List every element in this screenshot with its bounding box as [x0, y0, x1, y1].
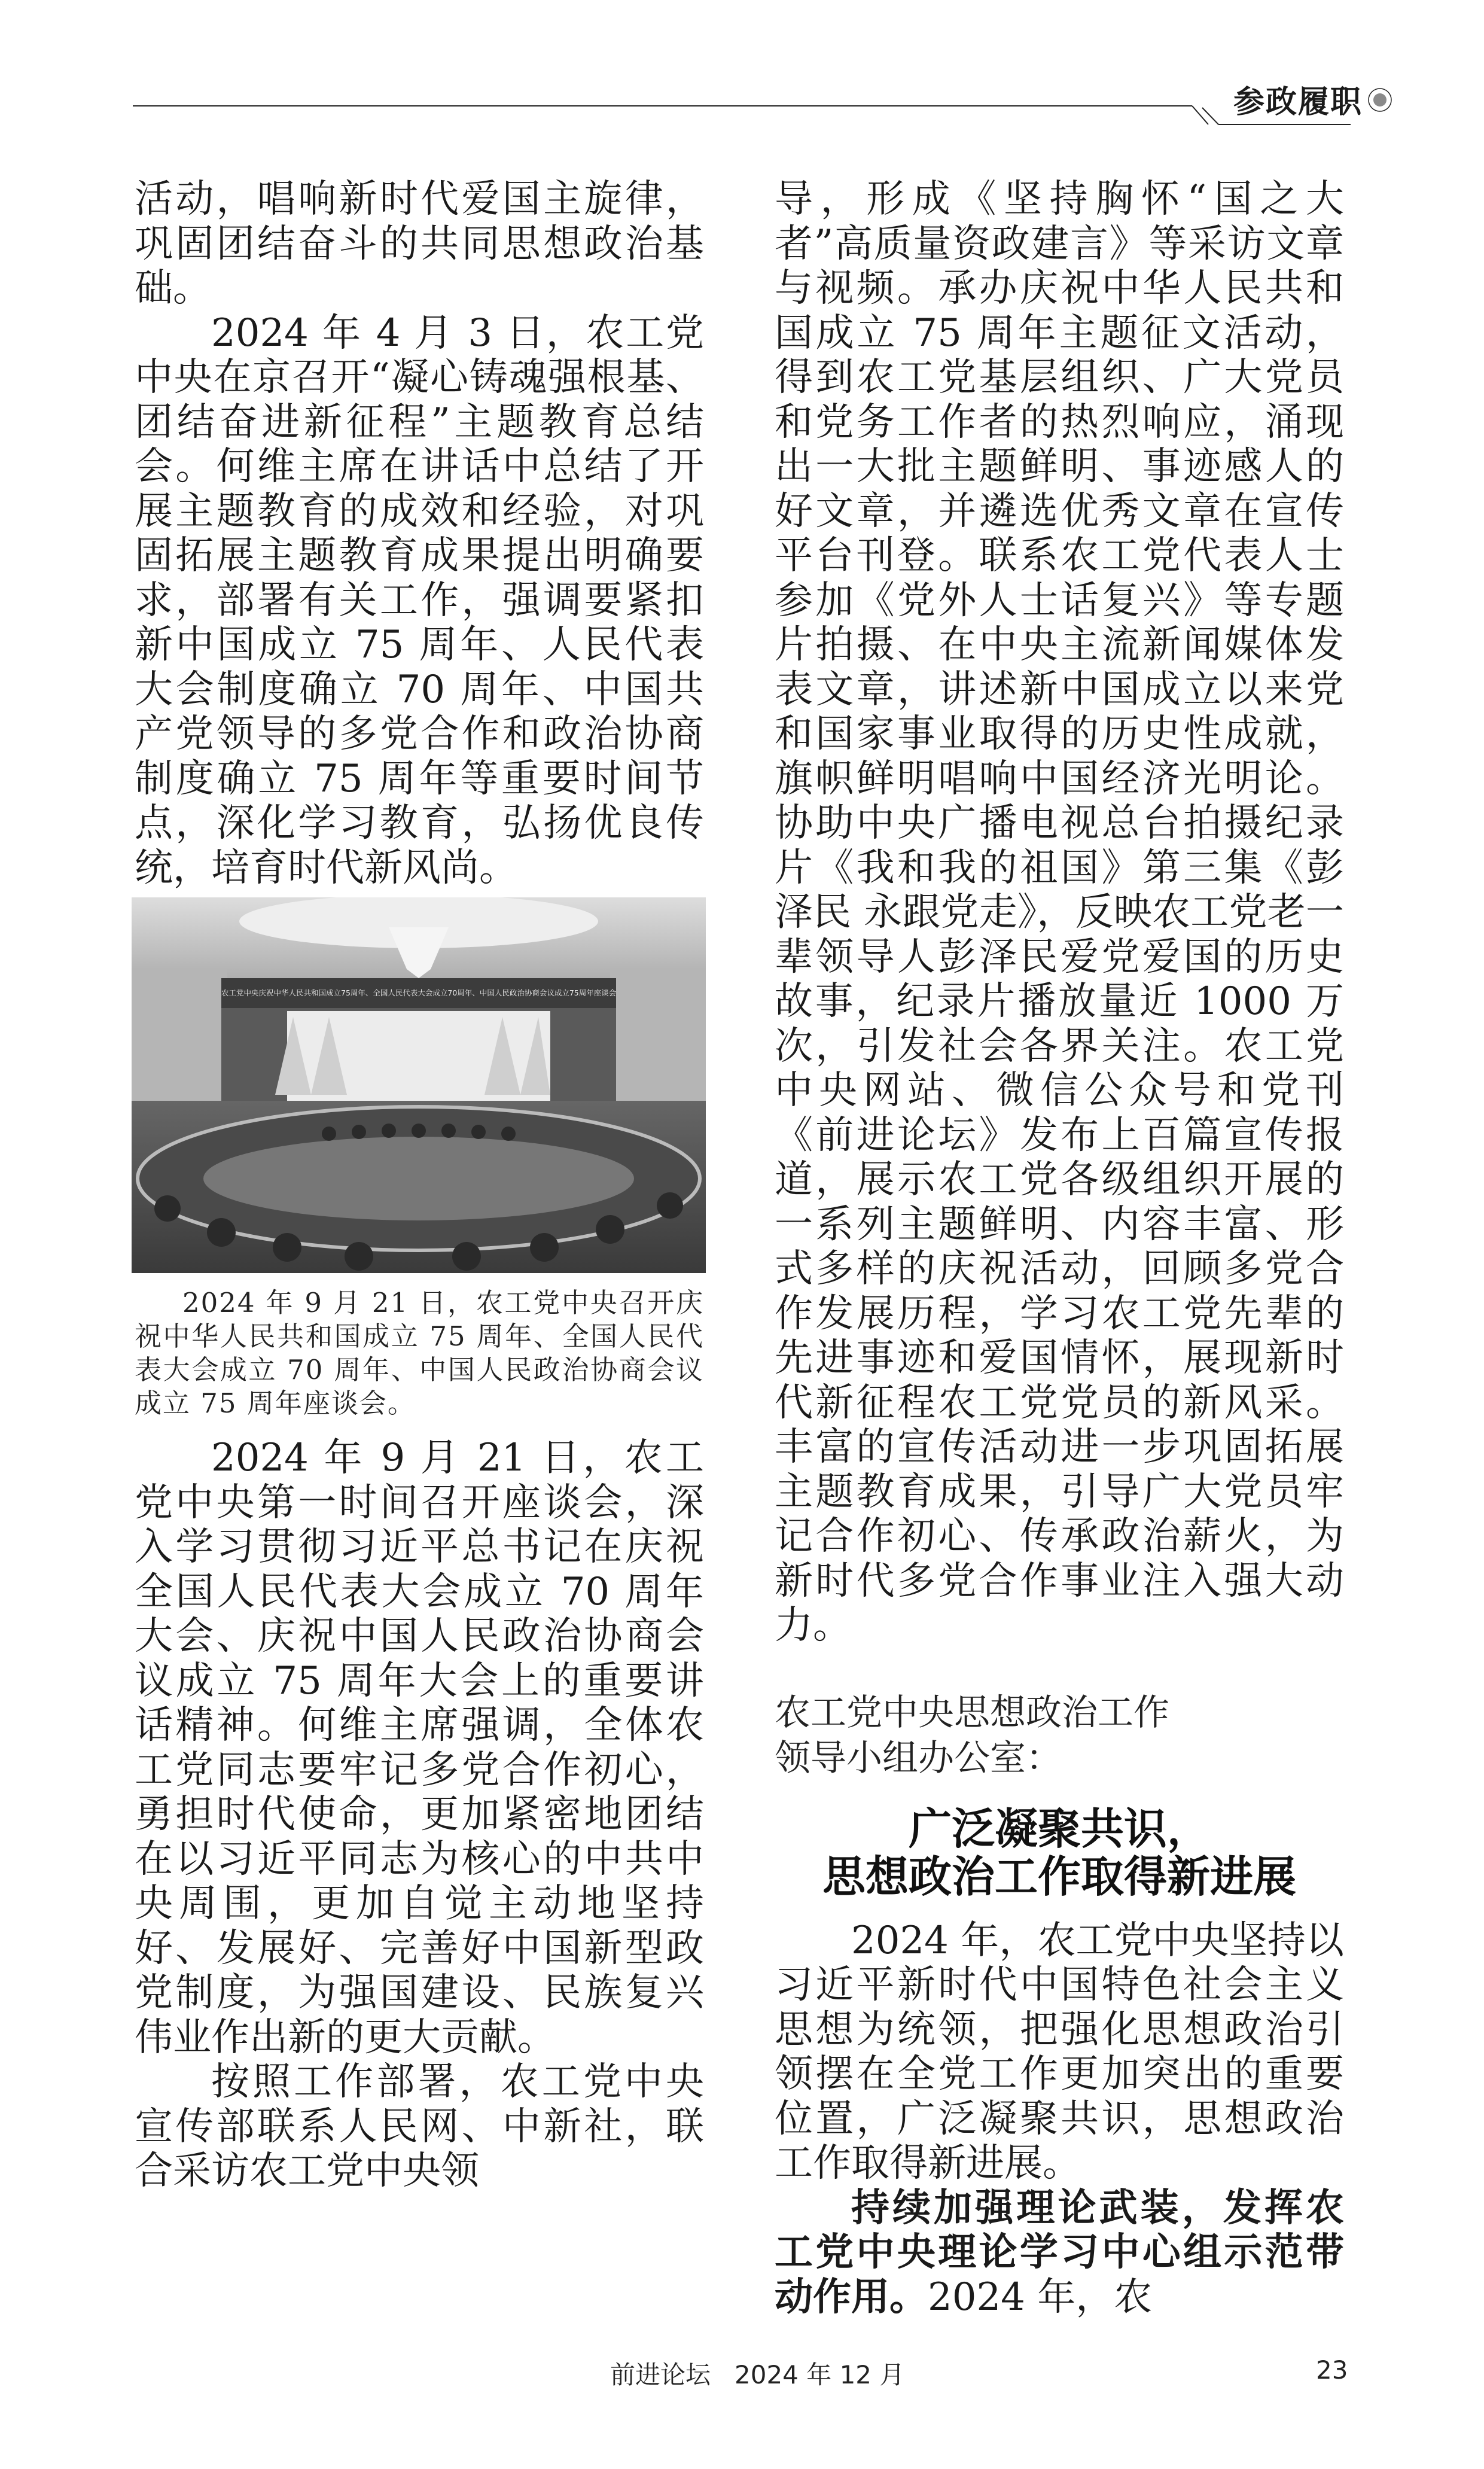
bold-lead: 持续加强理论武装，发挥农工党中央理论学习中心组示范带动作用。	[775, 2185, 1344, 2319]
page-footer	[0, 2319, 1484, 2469]
footer-issue: 2024 年 12 月	[735, 2360, 905, 2389]
subheading-line: 领导小组办公室：	[775, 1737, 1062, 1779]
title-line: 广泛凝聚共识，	[908, 1803, 1210, 1854]
paragraph: 按照工作部署，农工党中央宣传部联系人民网、中新社，联合采访农工党中央领	[135, 2060, 704, 2193]
left-column	[135, 177, 704, 2194]
paragraph: 导，形成《坚持胸怀“国之大者”高质量资政建言》等采访文章与视频。承办庆祝中华人民共和国成立 75 周年主题征文活动，得到农工党基层组织、广大党员和党务工作者的热烈响应，涌现出一大批主题鲜明、事迹感人的好文章，并遴选优秀文章在宣传平台刊登。联系农工党代表人士参加《党外人士话复兴》等专题片拍摄、在中央主流新闻媒体发表文章，讲述新中国成立以来党和国家事业取得的历史性成就，旗帜鲜明唱响中国经济光明论。协助中央广播电视总台拍摄纪录片《我和我的祖国》第三集《彭泽民 永跟党走》，反映农工党老一辈领导人彭泽民爱党爱国的历史故事，纪录片播放量近 1000 万次，引发社会各界关注。农工党中央网站、微信公众号和党刊《前进论坛》发布上百篇宣传报道，展示农工党各级组织开展的一系列主题鲜明、内容丰富、形式多样的庆祝活动，回顾多党合作发展历程，学习农工党先辈的先进事迹和爱国情怀，展现新时代新征程农工党党员的新风采。丰富的宣传活动进一步巩固拓展主题教育成果，引导广大党员牢记合作初心、传承政治薪火，为新时代多党合作事业注入强大动力。	[775, 177, 1344, 1648]
page-header	[0, 0, 1484, 177]
paragraph: 2024 年，农工党中央坚持以习近平新时代中国特色社会主义思想为统领，把强化思想政治引领摆在全党工作更加突出的重要位置，广泛凝聚共识，思想政治工作取得新进展。	[775, 1918, 1344, 2185]
page-number: 23	[1316, 2355, 1348, 2385]
photo-caption: 2024 年 9 月 21 日，农工党中央召开庆祝中华人民共和国成立 75 周年、全国人民代表大会成立 70 周年、中国人民政治协商会议成立 75 周年座谈会。	[135, 1287, 704, 1419]
paragraph-text: 2024 年，农	[928, 2275, 1153, 2319]
right-column	[775, 177, 1344, 2319]
banner-text: 农工党中央庆祝中华人民共和国成立75周年、全国人民代表大会成立70周年、中国人民政治协商会议成立75周年座谈会	[221, 988, 616, 997]
paragraph: 2024 年 9 月 21 日，农工党中央第一时间召开座谈会，深入学习贯彻习近平总书记在庆祝全国人民代表大会成立 70 周年大会、庆祝中国人民政治协商会议成立 75 周年大会上的重要讲话精神。何维主席强调，全体农工党同志要牢记多党合作初心，勇担时代使命，更加紧密地团结在以习近平同志为核心的中共中央周围，更加自觉主动地坚持好、发展好、完善好中国新型政党制度，为强国建设、民族复兴伟业作出新的更大贡献。	[135, 1436, 704, 2060]
article-title	[775, 1805, 1344, 1901]
footer-magazine: 前进论坛	[610, 2360, 711, 2389]
section-title: 参政履职	[1233, 84, 1363, 120]
paragraph: 2024 年 4 月 3 日，农工党中央在京召开“凝心铸魂强根基、团结奋进新征程”主题教育总结会。何维主席在讲话中总结了开展主题教育的成效和经验，对巩固拓展主题教育成果提出明确要求，部署有关工作，强调要紧扣新中国成立 75 周年、人民代表大会制度确立 70 周年、中国共产党领导的多党合作和政治协商制度确立 75 周年等重要时间节点，深化学习教育，弘扬优良传统，培育时代新风尚。	[135, 310, 704, 890]
paragraph: 活动，唱响新时代爱国主旋律，巩固团结奋斗的共同思想政治基础。	[135, 177, 704, 310]
section-subheading	[775, 1690, 1344, 1781]
paragraph	[775, 2186, 1344, 2320]
title-line: 思想政治工作取得新进展	[822, 1851, 1296, 1902]
subheading-line: 农工党中央思想政治工作	[775, 1691, 1169, 1734]
columns	[0, 177, 1484, 2319]
section-bullet-icon	[1367, 87, 1393, 113]
meeting-photo	[132, 897, 706, 1273]
